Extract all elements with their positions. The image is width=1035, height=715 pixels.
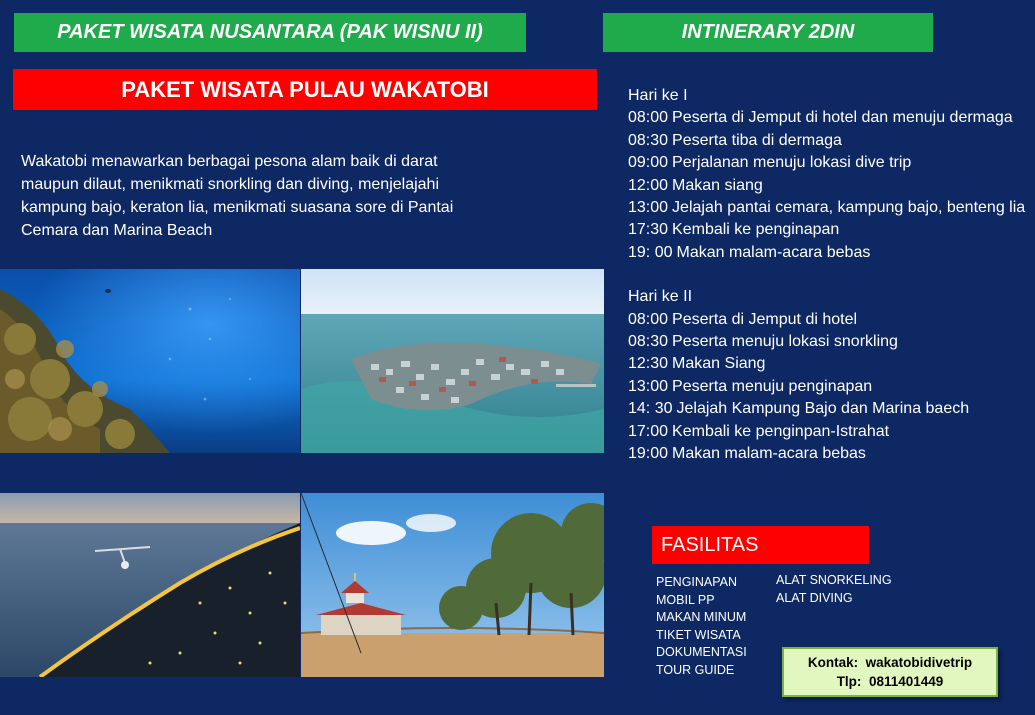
itinerary-item: [628, 130, 1033, 152]
fasilitas-item: TOUR GUIDE: [656, 662, 735, 677]
itinerary-item: [628, 242, 1033, 264]
contact-kontak-row: [808, 653, 972, 672]
fasilitas-banner: [652, 526, 869, 564]
itinerary-item: [628, 309, 1033, 331]
fasilitas-list-2: [776, 572, 892, 607]
itinerary-header-text: INTINERARY 2DIN: [681, 21, 855, 43]
day1-heading: Hari ke I: [628, 87, 688, 104]
contact-tlp-row: [837, 672, 944, 691]
description-text: Wakatobi menawarkan berbagai pesona alam baik di darat maupun dilaut, menikmati snorkling dan diving, menjelajahi kampung bajo, keraton lia, menikmati suasana sore di Pantai Cemara dan Marina Beach: [21, 153, 454, 239]
contact-box: [782, 647, 998, 697]
itinerary-activity: Jelajah Kampung Bajo dan Marina baech: [676, 400, 970, 418]
night-coast-illustration: [0, 493, 300, 677]
fasilitas-item: MAKAN MINUM: [656, 610, 747, 625]
itinerary-item: [628, 353, 1033, 375]
reef-illustration: [0, 269, 300, 453]
itinerary-activity-text: Peserta di Jemput di hotel dan menuju dermaga: [672, 109, 1013, 127]
photo-coastal-night: [0, 493, 300, 677]
package-header-banner: [14, 13, 526, 52]
title-banner: [13, 69, 597, 110]
itinerary-time: 08:00: [628, 310, 669, 328]
photo-stilt-village: [301, 269, 604, 453]
itinerary-time: 08:30: [628, 333, 669, 351]
village-illustration: [301, 269, 604, 453]
itinerary-activity: Makan malam-acara bebas: [676, 243, 871, 261]
itinerary-item: [628, 175, 1033, 197]
itinerary-activity: Kembali ke penginapan: [672, 221, 840, 239]
itinerary-time: 14: 30: [628, 400, 673, 418]
itinerary-item: [628, 152, 1033, 174]
kontak-label: Kontak:: [807, 655, 859, 670]
itinerary-time: 17:00: [628, 422, 669, 440]
itinerary-time: 12:30: [628, 355, 669, 373]
package-header-text: PAKET WISATA NUSANTARA (PAK WISNU II): [57, 21, 483, 43]
photo-underwater-reef: [0, 269, 300, 453]
itinerary-item: [628, 107, 1033, 129]
tlp-label: Tlp:: [836, 674, 862, 689]
itinerary-header-banner: [603, 13, 933, 52]
itinerary-item: [628, 443, 1033, 465]
itinerary-item: [628, 219, 1033, 241]
itinerary-time: 13:00: [628, 377, 669, 395]
itinerary-activity: Peserta menuju penginapan: [672, 377, 873, 395]
itinerary-time: 19:00: [628, 445, 669, 463]
itinerary-time: 09:00: [628, 154, 669, 172]
itinerary-activity: Jelajah pantai cemara, kampung bajo, benteng lia: [672, 199, 1026, 217]
itinerary-activity: Perjalanan menuju lokasi dive trip: [672, 154, 912, 172]
fasilitas-list-1: [656, 574, 747, 680]
itinerary-activity: [668, 107, 1033, 129]
itinerary-list: [628, 85, 1033, 466]
itinerary-activity: Peserta menuju lokasi snorkling: [672, 333, 898, 351]
photo-mosque-beach: [301, 493, 604, 677]
itinerary-activity: Peserta tiba di dermaga: [672, 131, 842, 149]
itinerary-item: [628, 376, 1033, 398]
itinerary-activity: Peserta di Jemput di hotel: [672, 310, 858, 328]
itinerary-item: [628, 331, 1033, 353]
kontak-value: wakatobidivetrip: [865, 655, 973, 670]
itinerary-time: 19: 00: [628, 243, 673, 261]
page-title: PAKET WISATA PULAU WAKATOBI: [121, 76, 489, 102]
itinerary-activity: Makan Siang: [672, 355, 766, 373]
itinerary-activity: Kembali ke penginpan-Istrahat: [672, 422, 890, 440]
itinerary-item: [628, 197, 1033, 219]
beach-illustration: [301, 493, 604, 677]
itinerary-time: 08:00: [628, 109, 669, 127]
fasilitas-item: ALAT DIVING: [776, 590, 853, 605]
day2-heading: Hari ke II: [628, 288, 693, 306]
fasilitas-item: PENGINAPAN: [656, 575, 738, 589]
fasilitas-title: FASILITAS: [661, 533, 759, 556]
fasilitas-item: ALAT SNORKELING: [776, 573, 892, 587]
itinerary-activity: Makan siang: [672, 176, 763, 194]
itinerary-time: 08:30: [628, 131, 669, 149]
fasilitas-item: DOKUMENTASI: [656, 645, 747, 660]
itinerary-time: 13:00: [628, 199, 669, 217]
itinerary-item: [628, 398, 1033, 420]
itinerary-time: 17:30: [628, 221, 669, 239]
itinerary-item: [628, 421, 1033, 443]
tlp-value: 0811401449: [868, 674, 944, 689]
fasilitas-item: TIKET WISATA: [656, 627, 741, 642]
itinerary-time: 12:00: [628, 176, 669, 194]
itinerary-spacer: [628, 264, 1033, 286]
itinerary-activity: Makan malam-acara bebas: [672, 445, 866, 463]
fasilitas-item: MOBIL PP: [656, 592, 715, 607]
